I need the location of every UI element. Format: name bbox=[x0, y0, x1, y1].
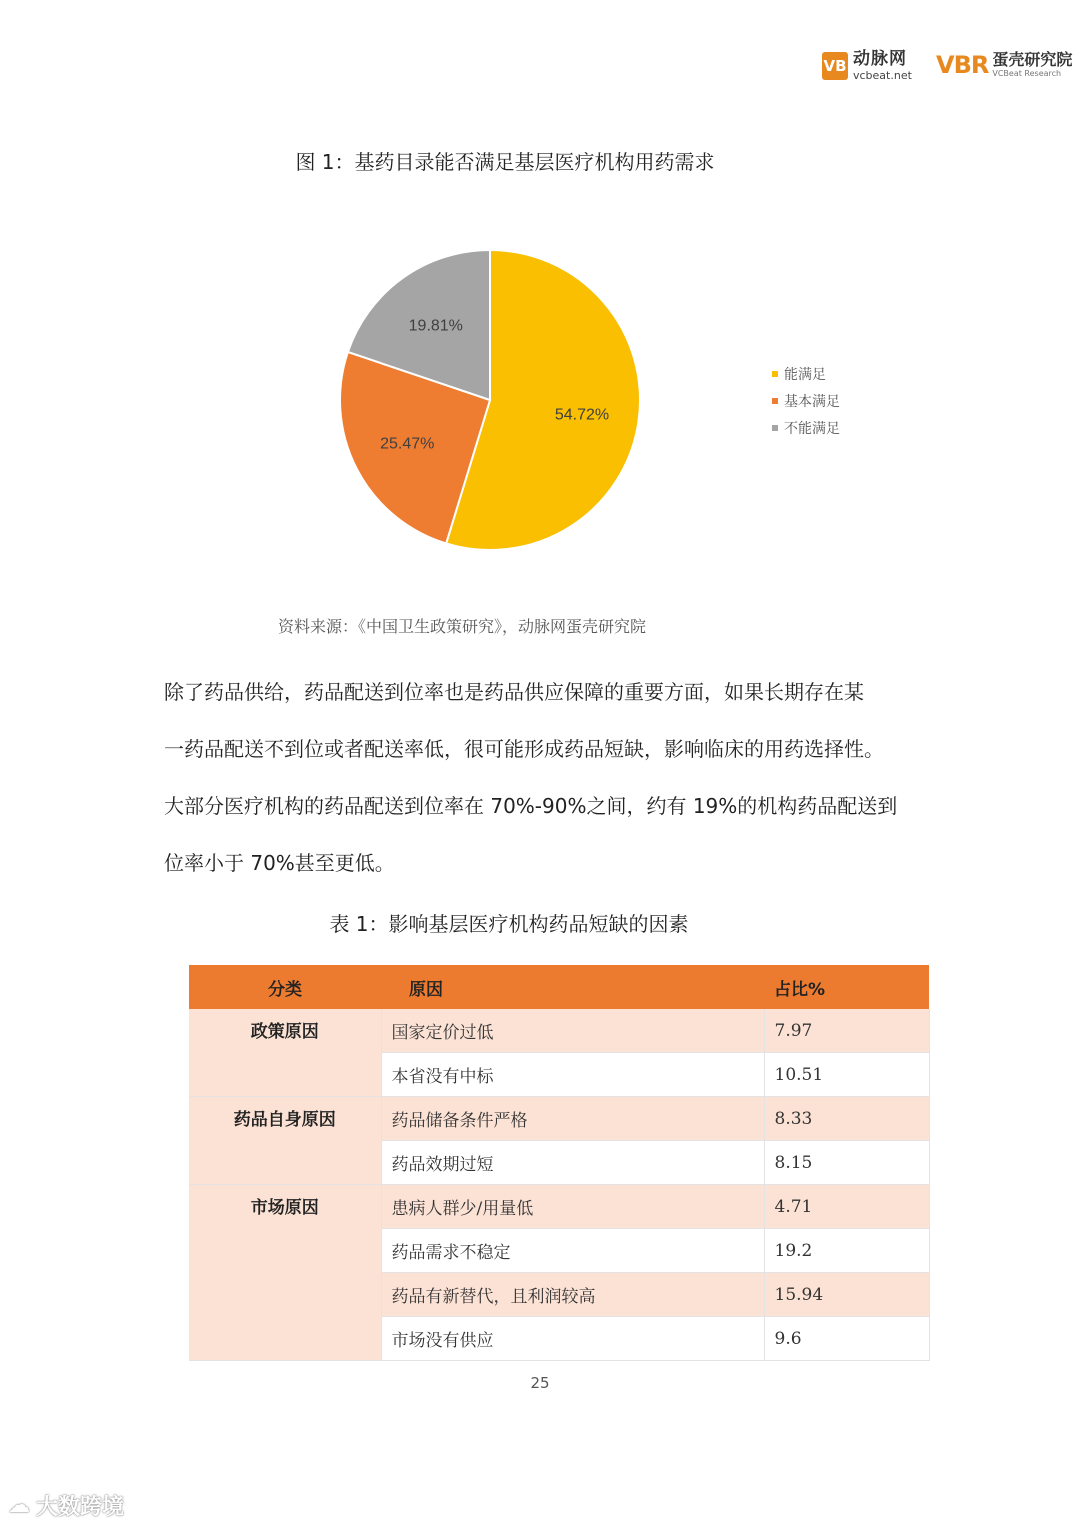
table-row bbox=[189, 1009, 929, 1053]
percent-cell: 8.15 bbox=[764, 1141, 929, 1185]
legend-item bbox=[772, 414, 840, 441]
reason-cell: 药品有新替代，且利润较高 bbox=[381, 1273, 764, 1317]
percent-cell: 8.33 bbox=[764, 1097, 929, 1141]
body-paragraph bbox=[164, 664, 924, 892]
watermark-icon: ☁ bbox=[8, 1493, 30, 1518]
vcbeat-logo bbox=[822, 50, 912, 82]
category-cell: 政策原因 bbox=[189, 1009, 381, 1097]
header-reason: 原因 bbox=[381, 965, 764, 1009]
vbr-logo bbox=[936, 48, 1072, 82]
reason-cell: 药品储备条件严格 bbox=[381, 1097, 764, 1141]
legend-label: 不能满足 bbox=[784, 420, 840, 437]
pie-value-label: 54.72% bbox=[554, 406, 610, 424]
reason-cell: 患病人群少/用量低 bbox=[381, 1185, 764, 1229]
vbr-logo-mark: VBR bbox=[936, 51, 989, 79]
paragraph-line: 一药品配送不到位或者配送率低，很可能形成药品短缺，影响临床的用药选择性。 bbox=[164, 737, 884, 761]
category-cell: 药品自身原因 bbox=[189, 1097, 381, 1185]
header-category: 分类 bbox=[189, 965, 381, 1009]
table-header-row bbox=[189, 965, 929, 1009]
vbr-logo-name: 蛋壳研究院 bbox=[992, 50, 1073, 69]
reason-cell: 市场没有供应 bbox=[381, 1317, 764, 1361]
percent-cell: 10.51 bbox=[764, 1053, 929, 1097]
vb-logo-name: 动脉网 bbox=[853, 49, 907, 69]
pie-chart bbox=[320, 230, 660, 570]
percent-cell: 15.94 bbox=[764, 1273, 929, 1317]
reason-cell: 国家定价过低 bbox=[381, 1009, 764, 1053]
watermark bbox=[8, 1490, 124, 1521]
legend-label: 能满足 bbox=[784, 366, 826, 383]
table-title: 表 1：影响基层医疗机构药品短缺的因素 bbox=[329, 912, 689, 936]
factors-table bbox=[189, 965, 930, 1361]
category-cell: 市场原因 bbox=[189, 1185, 381, 1361]
pie-value-label: 25.47% bbox=[380, 435, 435, 453]
vb-logo-mark: VB bbox=[822, 52, 848, 80]
legend-swatch bbox=[772, 371, 778, 377]
vb-logo-url: vcbeat.net bbox=[853, 69, 912, 82]
chart-legend bbox=[772, 360, 840, 441]
figure-title: 图 1：基药目录能否满足基层医疗机构用药需求 bbox=[295, 150, 715, 174]
legend-swatch bbox=[772, 398, 778, 404]
reason-cell: 药品需求不稳定 bbox=[381, 1229, 764, 1273]
table-row bbox=[189, 1185, 929, 1229]
figure-source: 资料来源：《中国卫生政策研究》，动脉网蛋壳研究院 bbox=[278, 617, 647, 636]
legend-item bbox=[772, 387, 840, 414]
page-number: 25 bbox=[530, 1374, 550, 1392]
percent-cell: 9.6 bbox=[764, 1317, 929, 1361]
percent-cell: 4.71 bbox=[764, 1185, 929, 1229]
reason-cell: 药品效期过短 bbox=[381, 1141, 764, 1185]
legend-swatch bbox=[772, 425, 778, 431]
percent-cell: 7.97 bbox=[764, 1009, 929, 1053]
header-percent: 占比% bbox=[764, 965, 929, 1009]
watermark-text: 大数跨境 bbox=[36, 1495, 125, 1520]
reason-cell: 本省没有中标 bbox=[381, 1053, 764, 1097]
percent-cell: 19.2 bbox=[764, 1229, 929, 1273]
paragraph-line: 除了药品供给，药品配送到位率也是药品供应保障的重要方面，如果长期存在某 bbox=[164, 680, 864, 704]
table-row bbox=[189, 1097, 929, 1141]
paragraph-line: 位率小于 70%甚至更低。 bbox=[164, 851, 395, 875]
pie-value-label: 19.81% bbox=[408, 317, 463, 335]
legend-label: 基本满足 bbox=[784, 393, 840, 410]
vbr-logo-sub: VCBeat Research bbox=[992, 69, 1062, 78]
legend-item bbox=[772, 360, 840, 387]
paragraph-line: 大部分医疗机构的药品配送到位率在 70%-90%之间，约有 19%的机构药品配送到 bbox=[164, 794, 898, 818]
